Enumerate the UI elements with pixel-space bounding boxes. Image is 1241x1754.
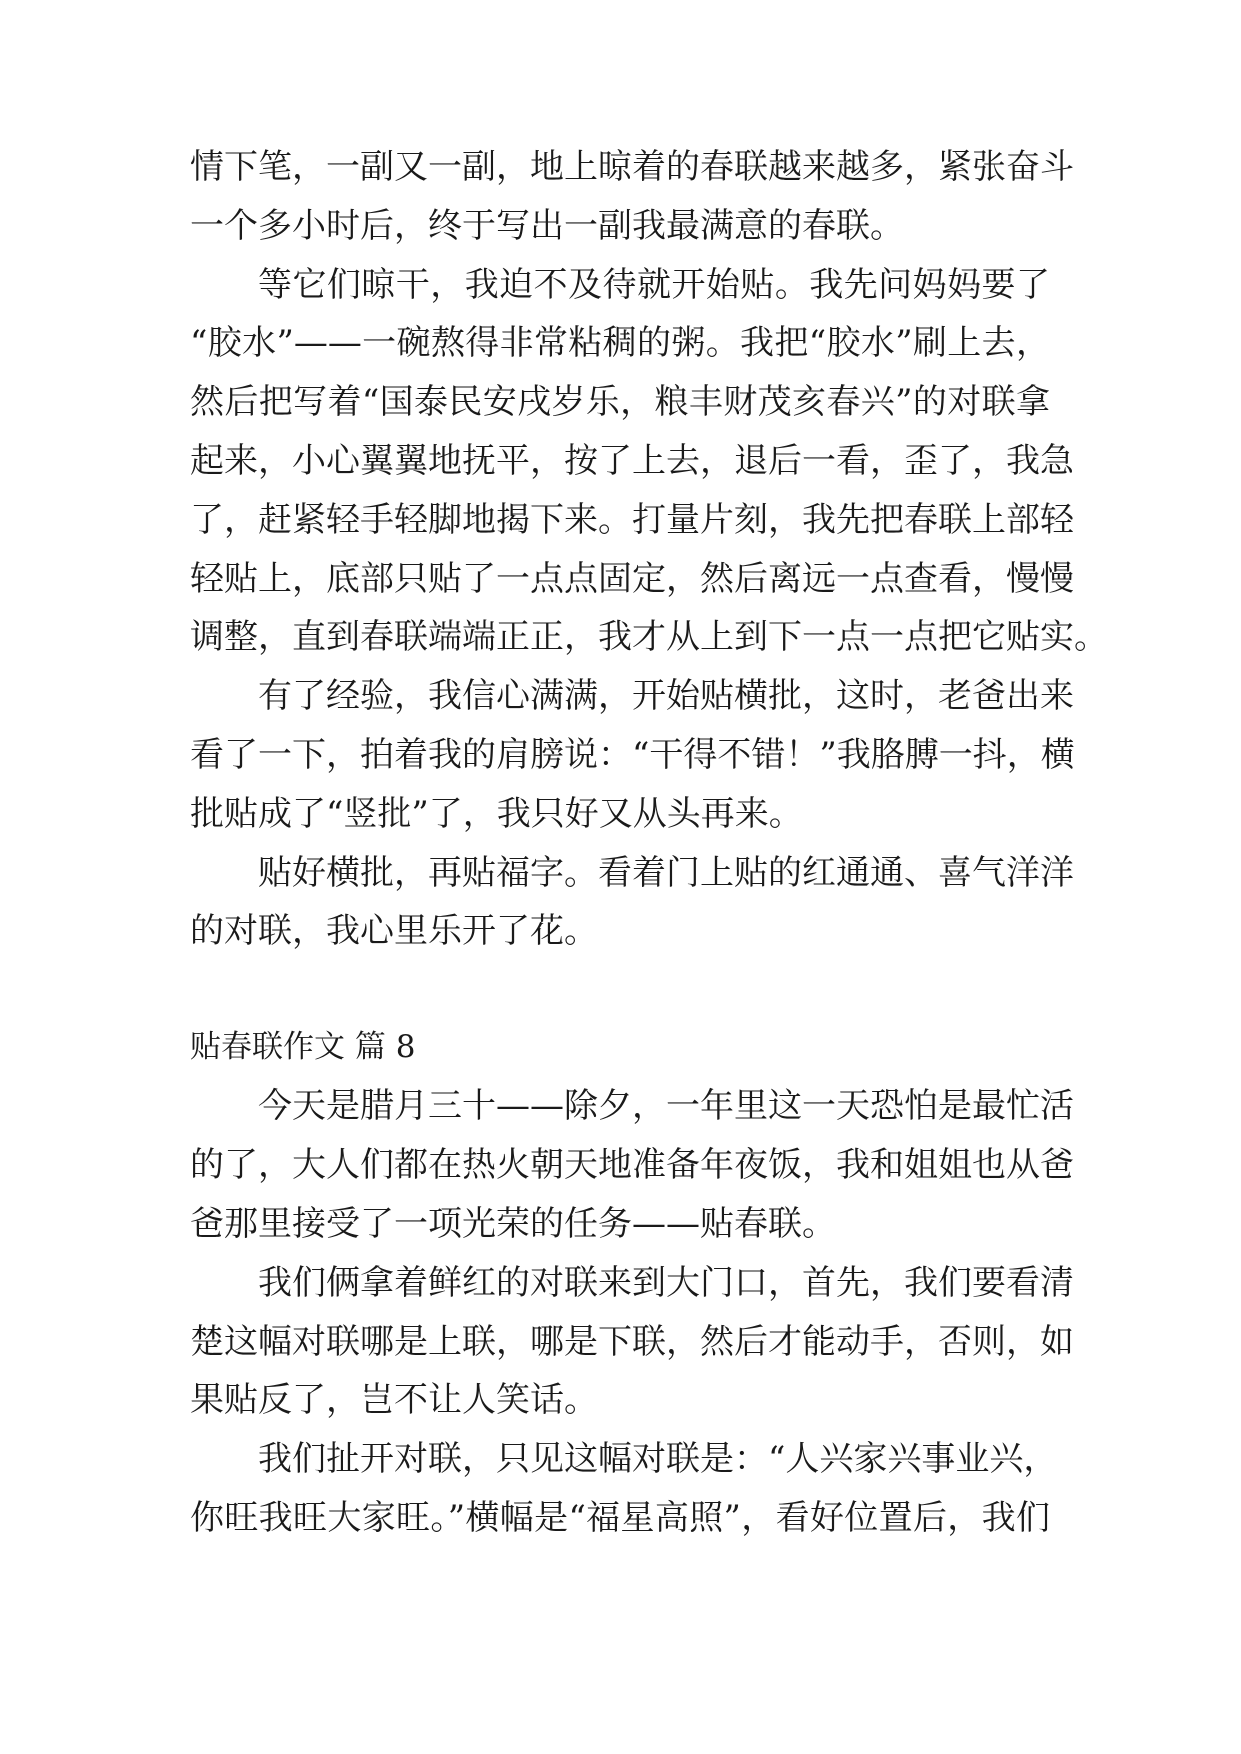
paragraph-line: 批贴成了“竖批”了，我只好又从头再来。 — [190, 794, 803, 834]
paragraph-line: 有了经验，我信心满满，开始贴横批，这时，老爸出来 — [258, 676, 1074, 716]
paragraph-line: 果贴反了，岂不让人笑话。 — [190, 1380, 598, 1420]
paragraph-line: 今天是腊月三十——除夕，一年里这一天恐怕是最忙活 — [258, 1086, 1074, 1126]
paragraph-line: “胶水”——一碗熬得非常粘稠的粥。我把“胶水”刷上去， — [190, 323, 1050, 363]
paragraph-line: 一个多小时后，终于写出一副我最满意的春联。 — [190, 206, 904, 246]
paragraph-line: 情下笔，一副又一副，地上晾着的春联越来越多，紧张奋斗 — [190, 147, 1074, 187]
paragraph-line: 爸那里接受了一项光荣的任务——贴春联。 — [190, 1204, 836, 1244]
paragraph-line: 的了，大人们都在热火朝天地准备年夜饭，我和姐姐也从爸 — [190, 1145, 1074, 1185]
paragraph-line: 的对联，我心里乐开了花。 — [190, 911, 598, 951]
section-title: 贴春联作文 篇 8 — [190, 1029, 416, 1065]
paragraph-line: 然后把写着“国泰民安戌岁乐，粮丰财茂亥春兴”的对联拿 — [190, 382, 1050, 422]
paragraph-line: 我们俩拿着鲜红的对联来到大门口，首先，我们要看清 — [258, 1263, 1074, 1303]
paragraph-line: 贴好横批，再贴福字。看着门上贴的红通通、喜气洋洋 — [258, 853, 1074, 893]
paragraph-line: 看了一下，拍着我的肩膀说：“干得不错！”我胳膊一抖，横 — [190, 735, 1075, 775]
paragraph-line: 你旺我旺大家旺。”横幅是“福星高照”，看好位置后，我们 — [190, 1498, 1050, 1538]
paragraph-line: 起来，小心翼翼地抚平，按了上去，退后一看，歪了，我急 — [190, 441, 1074, 481]
paragraph-line: 轻贴上，底部只贴了一点点固定，然后离远一点查看，慢慢 — [190, 559, 1074, 599]
paragraph-line: 等它们晾干，我迫不及待就开始贴。我先问妈妈要了 — [258, 265, 1050, 305]
paragraph-line: 我们扯开对联，只见这幅对联是：“人兴家兴事业兴， — [258, 1439, 1058, 1479]
paragraph-line: 调整，直到春联端端正正，我才从上到下一点一点把它贴实。 — [190, 617, 1108, 657]
paragraph-line: 楚这幅对联哪是上联，哪是下联，然后才能动手，否则，如 — [190, 1322, 1074, 1362]
paragraph-line: 了，赶紧轻手轻脚地揭下来。打量片刻，我先把春联上部轻 — [190, 500, 1074, 540]
